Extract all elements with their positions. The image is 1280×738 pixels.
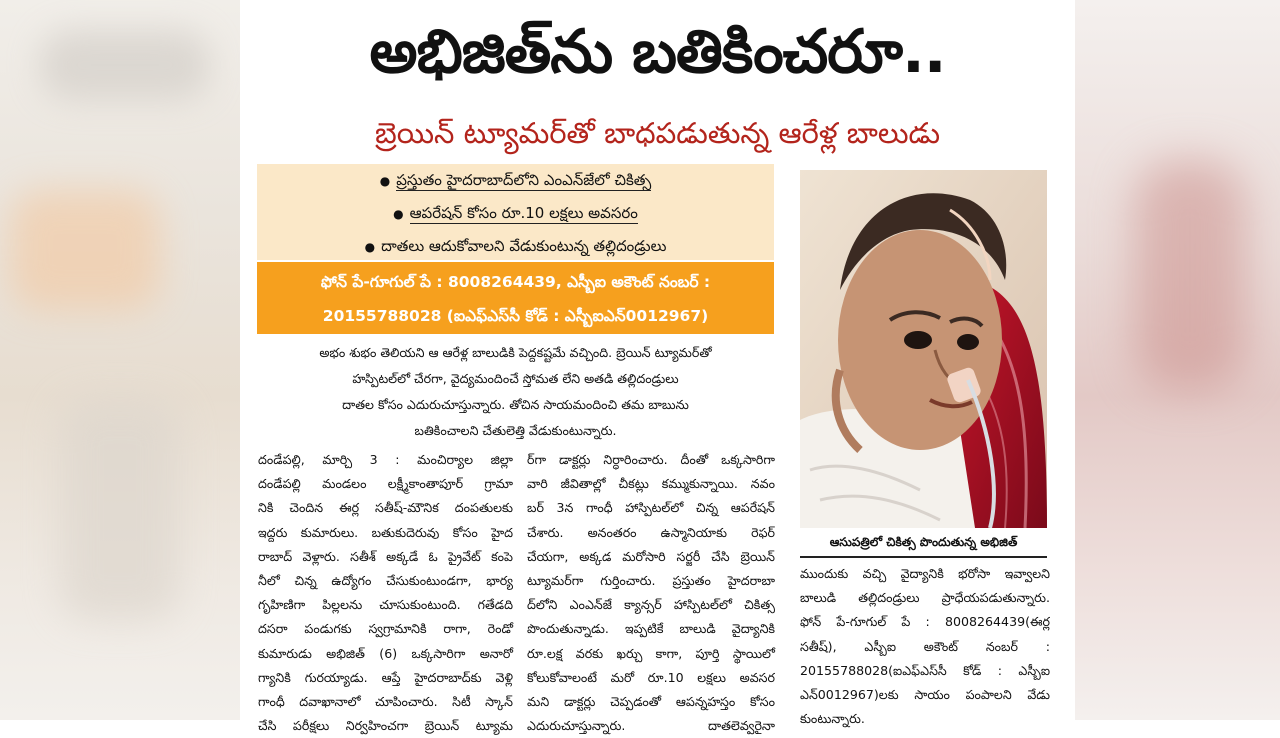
highlight-item: ● ఆపరేషన్ కోసం రూ.10 లక్షలు అవసరం bbox=[393, 204, 638, 222]
blurred-background-left bbox=[0, 0, 240, 720]
bullet-icon: ● bbox=[364, 240, 376, 254]
subheadline: బ్రెయిన్ ట్యూమర్‌తో బాధపడుతున్న ఆరేళ్ల బాలుడు bbox=[375, 116, 940, 150]
bullet-icon: ● bbox=[393, 207, 404, 221]
intro-paragraph: అభం శుభం తెలియని ఆ ఆరేళ్ల బాలుడికి పెద్దకష్టమే వచ్చింది. బ్రెయిన్ ట్యూమర్‌తో హస్పిటల్‌లో చేరగా, వైద్యమందించే స్తోమత లేని అతడి తల్లిదండ్రులు దాతల కోసం ఎదురుచూస్తున్నారు. తోచిన సాయమందించి తమ బాబును బతికించాలని చేతులెత్తి వేడుకుంటున్నారు. bbox=[319, 345, 712, 438]
donation-details-box bbox=[257, 262, 774, 334]
caption-divider bbox=[800, 556, 1047, 558]
highlight-item: ● దాతలు ఆదుకోవాలని వేడుకుంటున్న తల్లిదండ్రులు bbox=[364, 237, 667, 255]
boy-photo bbox=[800, 170, 1047, 528]
news-clipping bbox=[240, 0, 1075, 734]
body-column-2: ర్‌గా డాక్టర్లు నిర్ధారించారు. దీంతో ఒక్కసారిగా వారి జీవితాల్లో చీకట్లు కమ్ముకున్నాయి. నవం బర్ 3న గాంధీ హాస్పిటల్‌లో చిన్న ఆపరేషన్ చేశారు. అనంతరం ఉస్మానియాకు రెఫర్ చేయగా, అక్కడ మరోసారి సర్జరీ చేసి బ్రెయిన్ ట్యూమర్‌గా గుర్తించారు. ప్రస్తుతం హైదరాబా ద్‌లోని ఎంఎన్‌జే క్యాన్సర్ హాస్పిటల్‌లో చికిత్స పొందుతున్నాడు. ఇప్పటికే బాలుడి వైద్యానికి రూ.లక్ష వరకు ఖర్చు కాగా, పూర్తి స్థాయిలో కోలుకోవాలంటే మరో రూ.10 లక్షలు అవసర మని డాక్టర్లు చెప్పడంతో ఆపన్నహస్తం కోసం ఎదురుచూస్తున్నారు. దాతలెవ్వరైనా bbox=[527, 452, 775, 734]
body-column-1: దండేపల్లి, మార్చి 3 : మంచిర్యాల జిల్లా దండేపల్లి మండలం లక్ష్మీకాంతాపూర్ గ్రామా నికి చెందిన ఈర్ల సతీష్-మౌనిక దంపతులకు ఇద్దరు కుమారులు. బతుకుదెరువు కోసం హైద రాబాద్ వెళ్లారు. సతీశ్ అక్కడే ఓ ప్రైవేట్ కంపె నీలో చిన్న ఉద్యోగం చేసుకుంటుండగా, భార్య గృహిణిగా పిల్లలను చూసుకుంటుంది. గతేడది దసరా పండుగకు స్వగ్రామానికి రాగా, రెండో కుమారుడు అభిజిత్ (6) ఒక్కసారిగా అనారో గ్యానికి గురయ్యాడు. ఆప్తే హైదరాబాద్‌కు వెళ్లి గాంధీ దవాఖానాలో చూపించారు. సిటీ స్కాన్ చేసి పరీక్షలు నిర్వహించగా బ్రెయిన్ ట్యూమ bbox=[258, 452, 513, 734]
donation-details-line: ఫోన్ పే-గూగుల్ పే : 8008264439, ఎస్బీఐ అకౌంట్ నంబర్ : bbox=[320, 273, 711, 291]
highlights-box bbox=[257, 164, 774, 260]
highlight-item: ● ప్రస్తుతం హైదరాబాద్‌లోని ఎంఎన్‌జేలో చికిత్స bbox=[379, 171, 652, 189]
donation-details-line: 20155788028 (ఐఎఫ్ఎస్‌సీ కోడ్ : ఎస్బీఐఎన్0012967) bbox=[322, 307, 709, 325]
headline: అభిజిత్‌ను బతికించరూ.. bbox=[369, 17, 946, 87]
body-column-3: ముందుకు వచ్చి వైద్యానికి భరోసా ఇవ్వాలని బాలుడి తల్లిదండ్రులు ప్రాధేయపడుతున్నారు. ఫోన్ పే-గూగుల్ పే : 8008264439(ఈర్ల సతీష్), ఎస్బీఐ అకౌంట్ నంబర్ : 20155788028(ఐఎఫ్ఎస్‌సీ కోడ్ : ఎస్బీఐ ఎన్0012967)లకు సాయం పంపాలని వేడు కుంటున్నారు. bbox=[800, 566, 1050, 727]
photo-caption: ఆసుపత్రిలో చికిత్స పొందుతున్న అభిజిత్ bbox=[802, 528, 1045, 556]
blurred-background-right bbox=[1075, 0, 1280, 720]
bullet-icon: ● bbox=[379, 174, 391, 188]
